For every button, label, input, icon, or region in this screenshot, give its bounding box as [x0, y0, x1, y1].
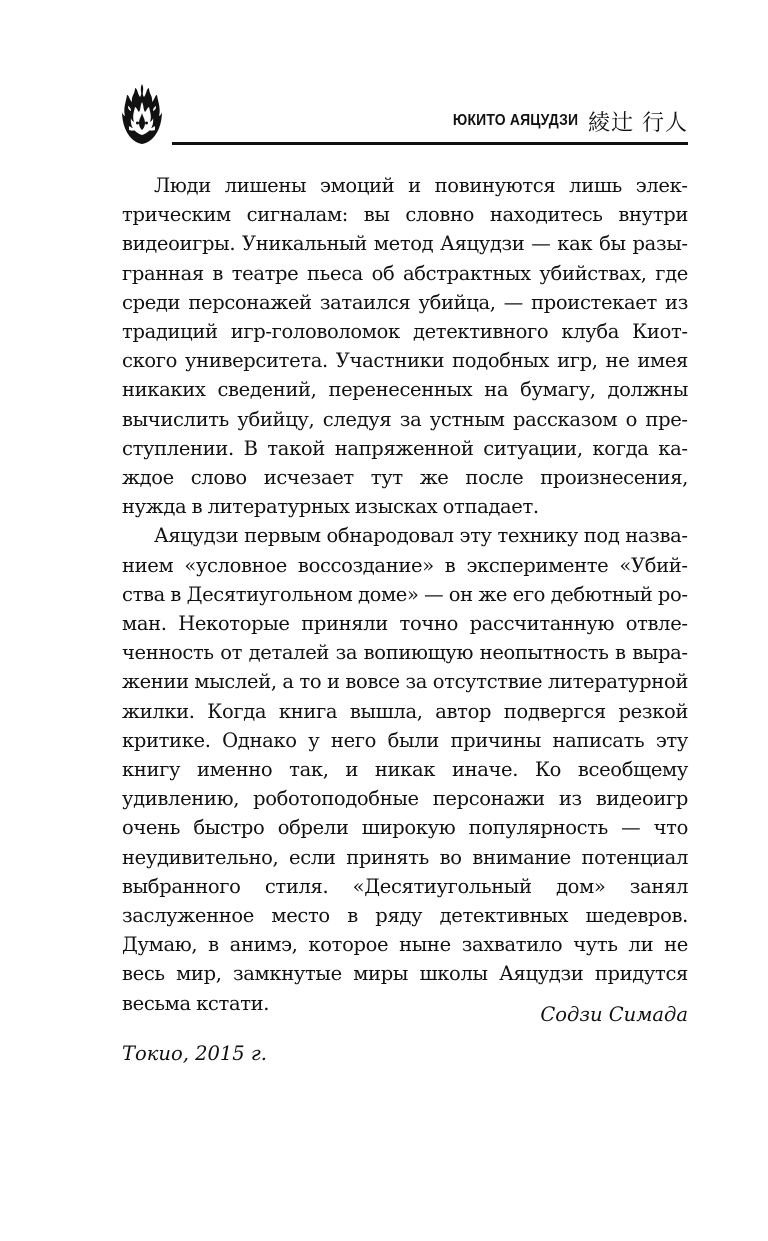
place-date: Токио, 2015 г.	[122, 1042, 267, 1065]
header-title	[439, 106, 688, 136]
header-rule	[172, 142, 688, 145]
running-header	[122, 82, 688, 146]
body-text	[122, 171, 688, 1018]
signature: Содзи Симада	[540, 1003, 688, 1026]
paragraph: Аяцудзи первым обнародовал эту технику под названием «условное воссоздание» в эксперименте «Убийства в Десятиугольном доме» — он же его дебютный роман. Некоторые приняли точно рассчитанную отвлеченность от деталей за вопиющую неопытность в выражении мыслей, а то и вовсе за отсутствие литературной жилки. Когда книга вышла, автор подвергся резкой критике. Однако у него были причины написать эту книгу именно так, и никак иначе. Ко всеобщему удивлению, роботоподобные персонажи из видеоигр очень быстро обрели широкую популярность — что неудивительно, если принять во внимание потенциал выбранного стиля. «Десятиугольный дом» занял заслуженное место в ряду детективных шедевров. Думаю, в анимэ, которое ныне захватило чуть ли не весь мир, замкнутые миры школы Аяцудзи придутся весьма кстати.	[122, 524, 688, 1015]
paragraph: Люди лишены эмоций и повинуются лишь электрическим сигналам: вы словно находитесь внутри видеоигры. Уникальный метод Аяцудзи — как бы разыгранная в театре пьеса об абстрактных убийствах, где среди персонажей затаился убийца, — проистекает из традиций игр-головоломок детективного клуба Киотского университета. Участники подобных игр, не имея никаких сведений, перенесенных на бумагу, должны вычислить убийцу, следуя за устным рассказом о преступлении. В такой напряженной ситуации, когда каждое слово исчезает тут же после произнесения, нужда в литературных изысках отпадает.	[122, 174, 688, 519]
author-name: ЮКИТО АЯЦУДЗИ	[452, 112, 578, 129]
author-kanji: 綾辻 行人	[588, 110, 688, 136]
flame-emblem-icon	[122, 82, 162, 146]
